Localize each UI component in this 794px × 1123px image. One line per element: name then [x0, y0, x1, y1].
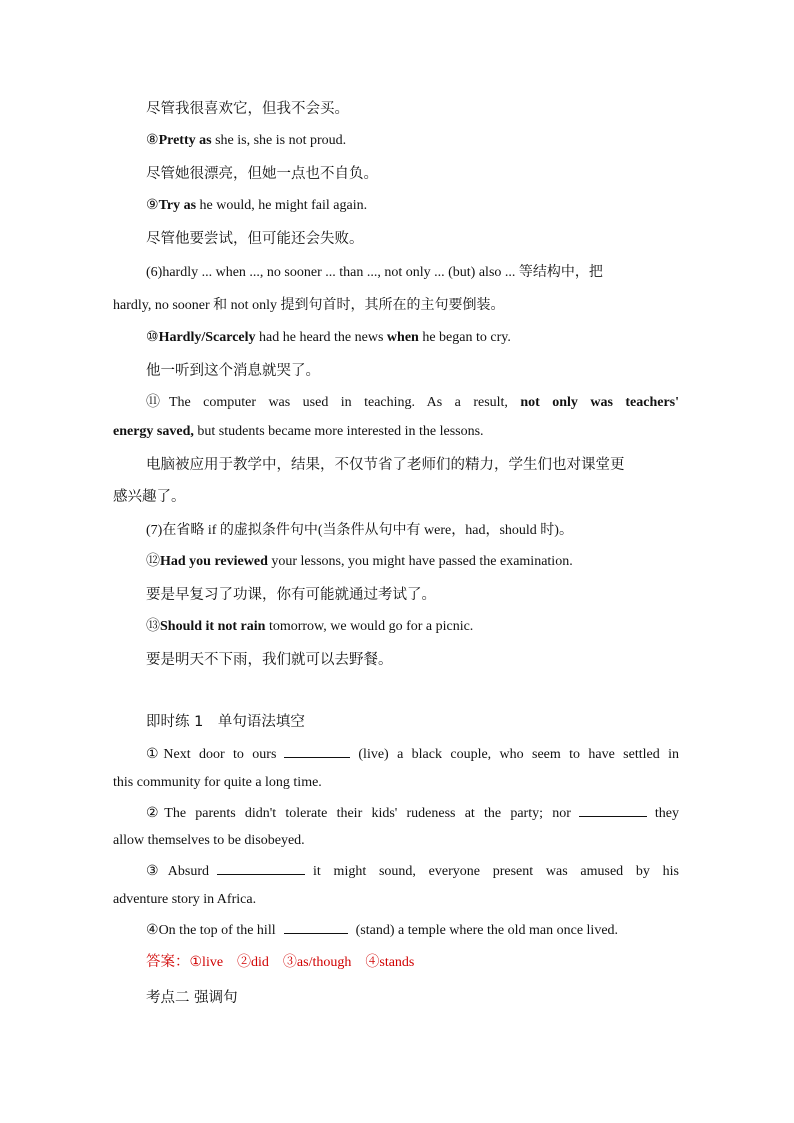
example-12: ⑫Had you reviewed your lessons, you might have passed the examination.: [146, 554, 573, 569]
example-11-line-2: energy saved, but students became more interested in the lessons.: [113, 424, 484, 439]
question-4: ④On the top of the hill (stand) a temple where the old man once lived.: [146, 919, 679, 941]
question-2-line-1: ②The parents didn't tolerate their kids' rudeness at the party; nor they: [146, 802, 679, 824]
rule-7: (7)在省略 if 的虚拟条件句中(当条件从句中有 were，had，should 时)。: [146, 523, 573, 538]
example-11-line-1: ⑪The computer was used in teaching. As a result, not only was teachers': [146, 395, 679, 410]
translation-line: 要是明天不下雨，我们就可以去野餐。: [146, 652, 393, 668]
translation-line: 尽管他要尝试，但可能还会失败。: [146, 231, 364, 247]
example-9: ⑨Try as he would, he might fail again.: [146, 198, 368, 213]
example-13: ⑬Should it not rain tomorrow, we would go for a picnic.: [146, 619, 474, 634]
translation-line: 电脑被应用于教学中，结果，不仅节省了老师们的精力，学生们也对课堂更: [146, 457, 625, 473]
exercise-title: 即时练 1 单句语法填空: [146, 714, 305, 730]
question-3-line-1: ③Absurd it might sound, everyone present was amused by his: [146, 860, 679, 882]
translation-line: 感兴趣了。: [113, 489, 186, 505]
question-2-line-2: allow themselves to be disobeyed.: [113, 833, 305, 848]
answer-blank[interactable]: [284, 919, 348, 934]
question-3-line-2: adventure story in Africa.: [113, 892, 257, 907]
translation-line: 要是早复习了功课，你有可能就通过考试了。: [146, 587, 436, 603]
question-1-line-2: this community for quite a long time.: [113, 775, 322, 790]
question-1-line-1: ①Next door to ours (live) a black couple, who seem to have settled in: [146, 743, 679, 765]
example-8: ⑧Pretty as she is, she is not proud.: [146, 133, 347, 148]
answer-values: ①live ②did ③as/though ④stands: [189, 955, 415, 970]
translation-line: 他一听到这个消息就哭了。: [146, 363, 320, 379]
answer-key: [146, 952, 679, 973]
rule-6-line-1: (6)hardly ... when ..., no sooner ... than ..., not only ... (but) also ... 等结构中，把: [146, 265, 603, 280]
section-title: 考点二 强调句: [146, 990, 238, 1006]
answer-blank[interactable]: [284, 743, 350, 758]
translation-line: 尽管她很漂亮，但她一点也不自负。: [146, 166, 378, 182]
example-10: ⑩Hardly/Scarcely had he heard the news when he began to cry.: [146, 330, 511, 345]
answer-blank[interactable]: [579, 802, 647, 817]
answer-blank[interactable]: [217, 860, 305, 875]
translation-line: 尽管我很喜欢它，但我不会买。: [146, 101, 349, 117]
answer-label: 答案：: [146, 954, 190, 970]
rule-6-line-2: hardly, no sooner 和 not only 提到句首时，其所在的主句要倒装。: [113, 298, 505, 313]
